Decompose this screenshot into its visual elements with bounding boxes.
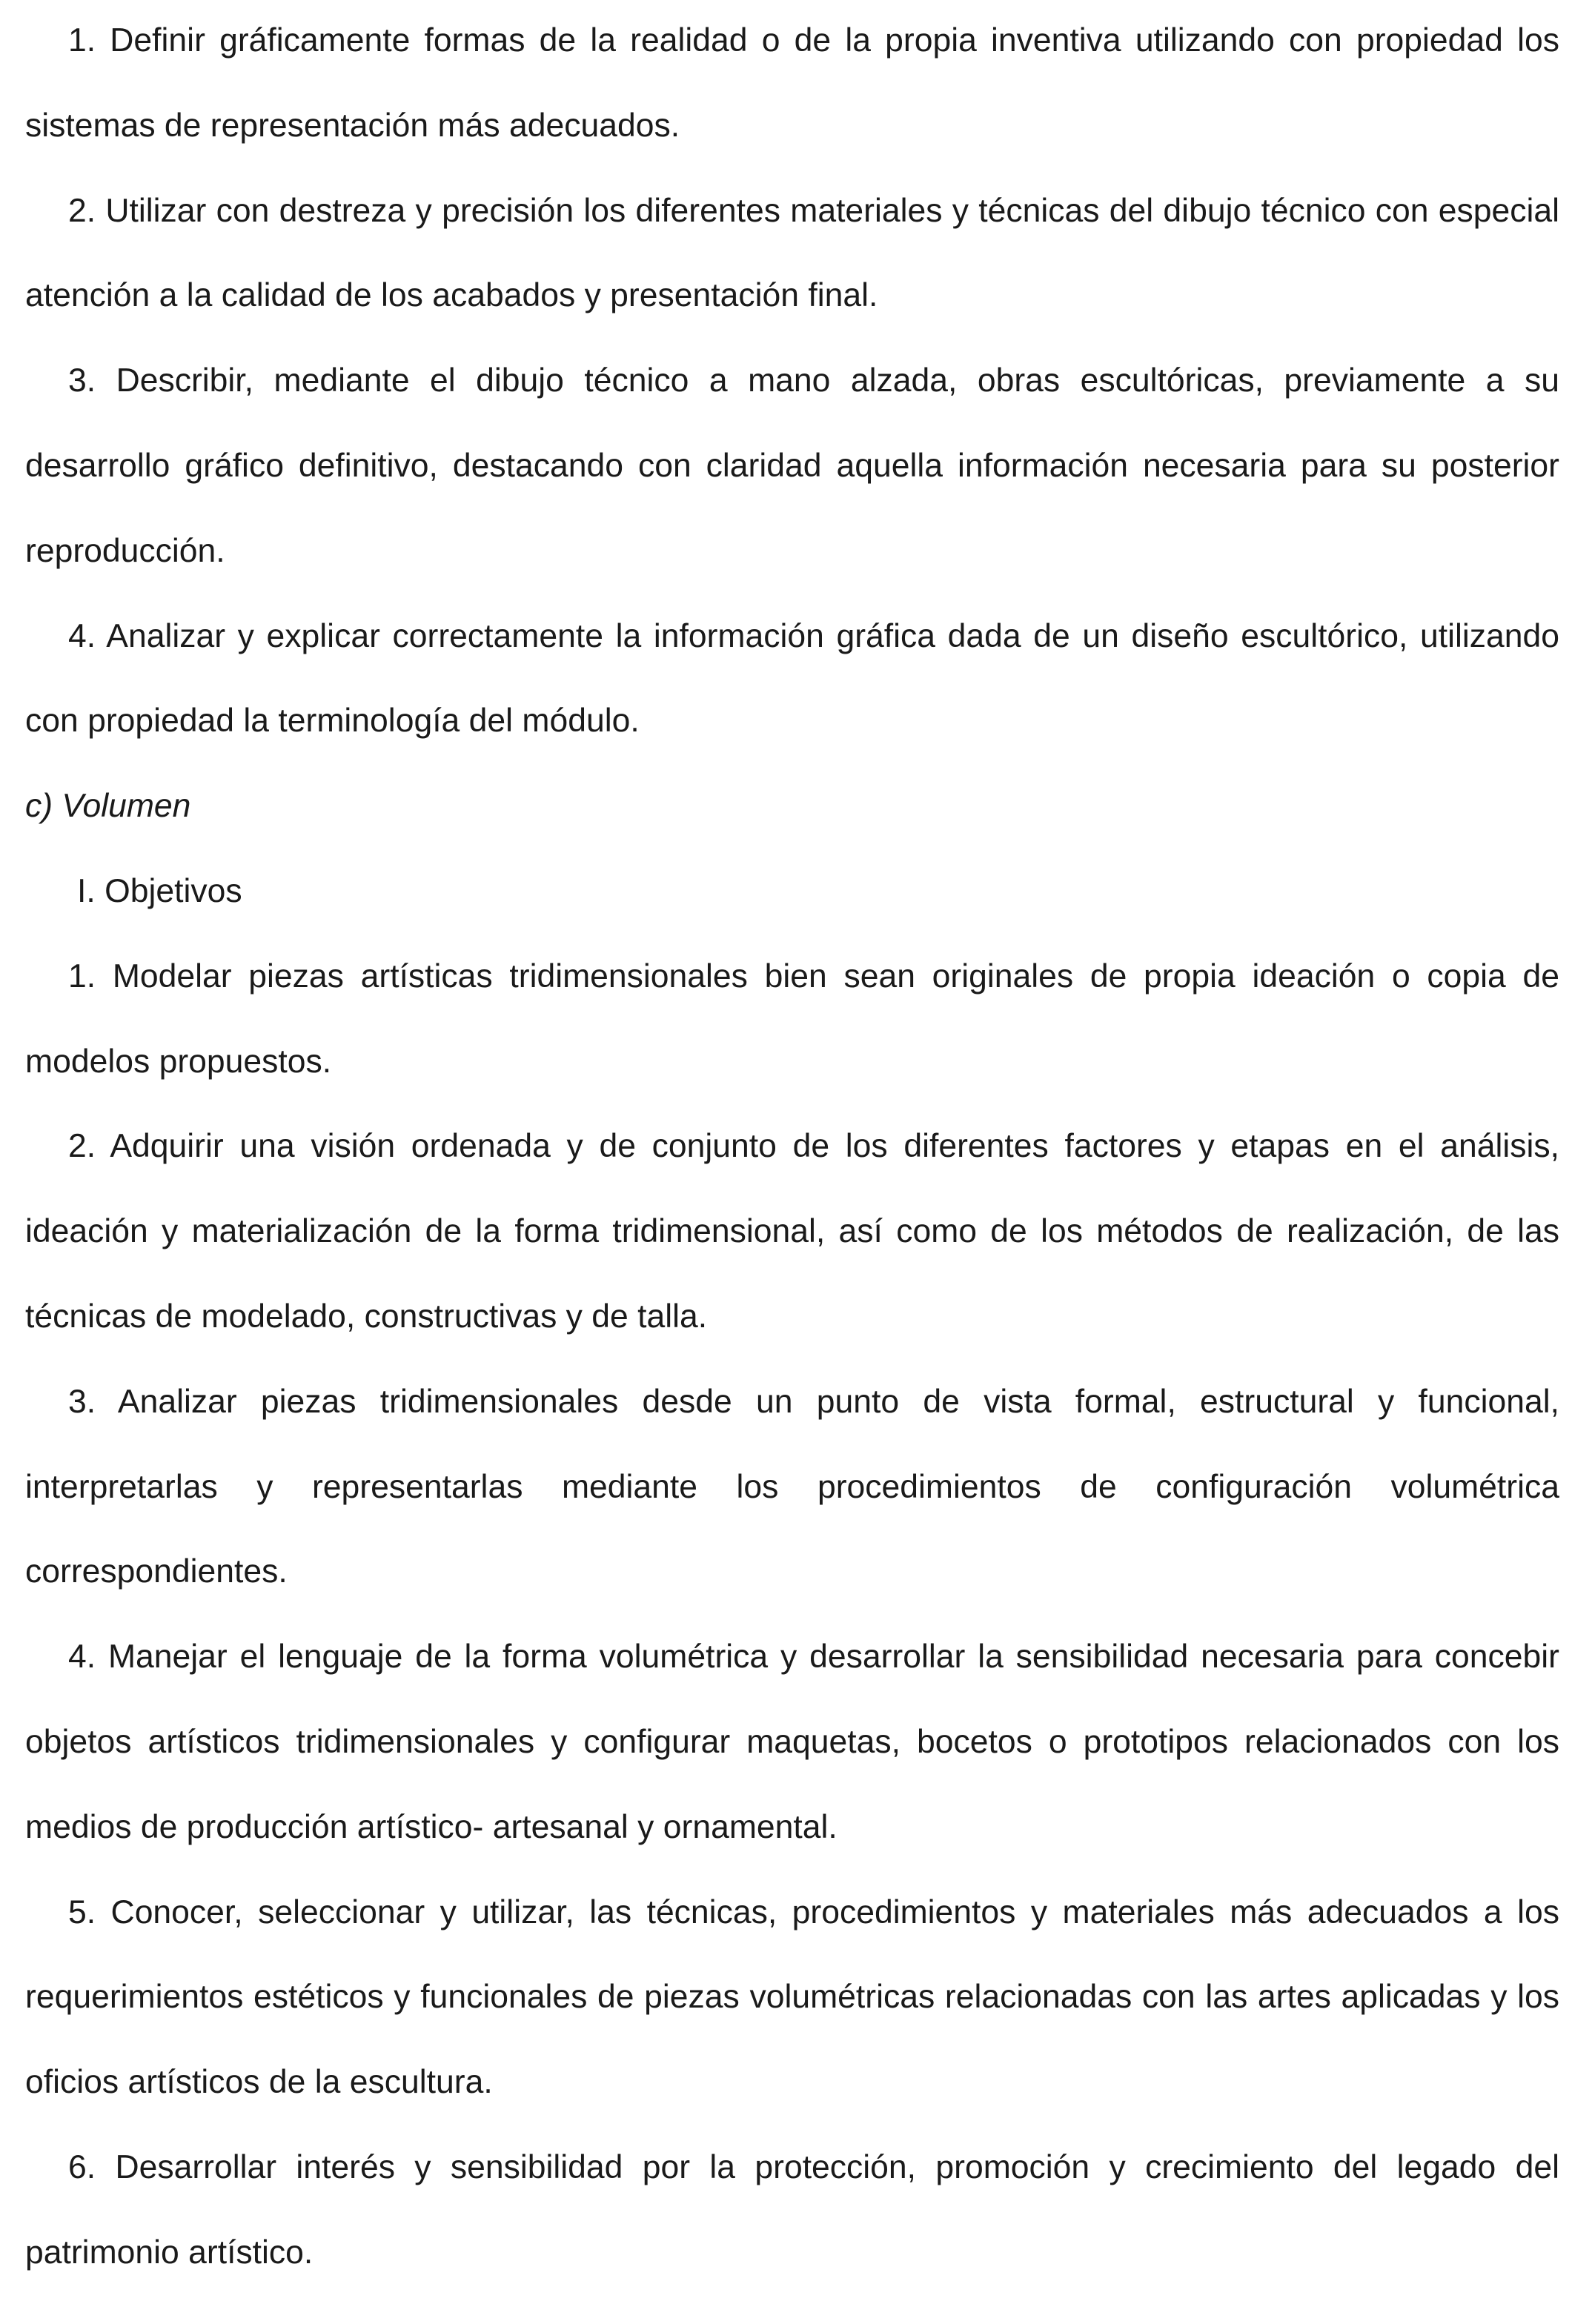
list-item: 4. Manejar el lenguaje de la forma volumétrica y desarrollar la sensibilidad necesaria para concebir objetos artísticos tridimensionales y configurar maquetas, bocetos o prototipos relacionados con los medios de producción artístico- artesanal y ornamental.	[25, 1639, 1559, 1845]
list-item: 1. Modelar piezas artísticas tridimensionales bien sean originales de propia ideación o copia de modelos propuestos.	[25, 957, 1559, 1080]
list-item: 5. Conocer, seleccionar y utilizar, las técnicas, procedimientos y materiales más adecuados a los requerimientos estéticos y funcionales de piezas volumétricas relacionadas con las artes aplicadas y los oficios artísticos de la escultura.	[25, 1893, 1559, 2101]
section-title: c) Volumen	[25, 788, 191, 825]
list-item: 4. Analizar y explicar correctamente la información gráfica dada de un diseño escultórico, utilizando con propiedad la terminología del módulo.	[25, 617, 1559, 740]
list-item: 2. Utilizar con destreza y precisión los diferentes materiales y técnicas del dibujo técnico con especial atención a la calidad de los acabados y presentación final.	[25, 192, 1559, 314]
list-item: 3. Describir, mediante el dibujo técnico a mano alzada, obras escultóricas, previamente a su desarrollo gráfico definitivo, destacando con claridad aquella información necesaria para su posterior reproducción.	[25, 362, 1559, 569]
subsection-title: I. Objetivos	[77, 872, 242, 909]
list-item: 3. Analizar piezas tridimensionales desde un punto de vista formal, estructural y funcional, interpretarlas y representarlas mediante los procedimientos de configuración volumétrica correspondientes.	[25, 1383, 1559, 1590]
list-item: 2. Adquirir una visión ordenada y de conjunto de los diferentes factores y etapas en el análisis, ideación y materialización de la forma tridimensional, así como de los métodos de realización, de las técnicas de modelado, constructivas y de talla.	[25, 1128, 1559, 1335]
list-item: 6. Desarrollar interés y sensibilidad por la protección, promoción y crecimiento del legado del patrimonio artístico.	[25, 2148, 1559, 2271]
list-item: 1. Definir gráficamente formas de la realidad o de la propia inventiva utilizando con propiedad los sistemas de representación más adecuados.	[25, 22, 1559, 144]
document-page	[25, 0, 1559, 2296]
